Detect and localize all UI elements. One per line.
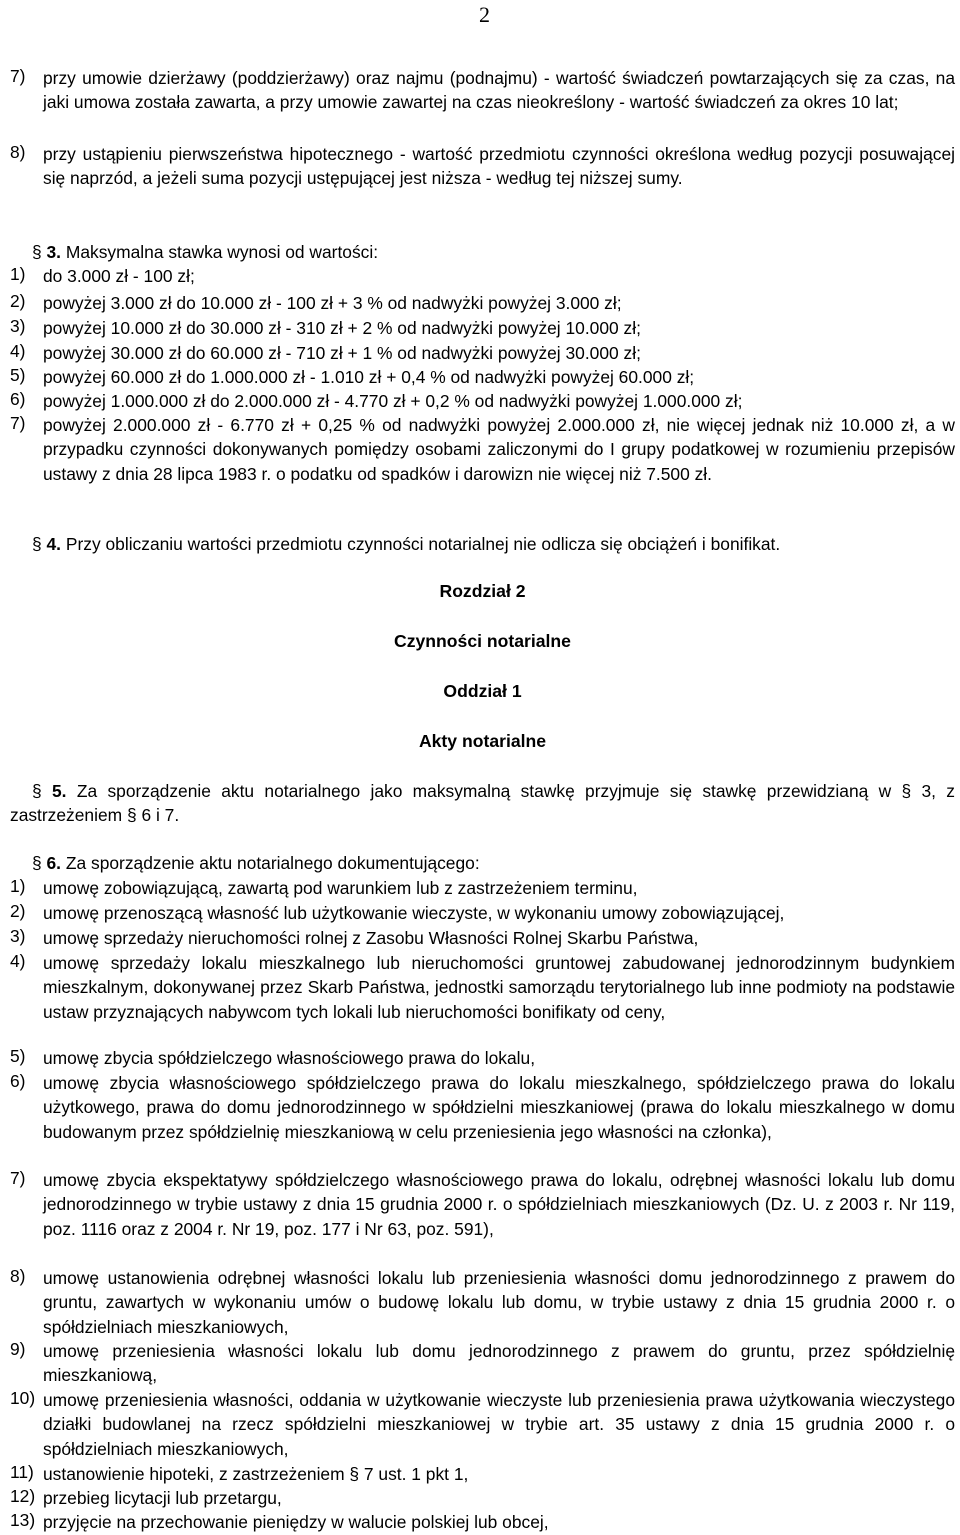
list-item [10,1486,955,1510]
section-number: 4. [46,534,62,554]
list-item [10,1266,955,1339]
division-title: Akty notarialne [418,731,547,751]
list-item [10,876,955,900]
item-number: 5) [10,1046,26,1066]
item-text: powyżej 10.000 zł do 30.000 zł - 310 zł + 2 % od nadwyżki powyżej 10.000 zł; [43,318,641,338]
item-text: umowę sprzedaży nieruchomości rolnej z Zasobu Własności Rolnej Skarbu Państwa, [43,928,699,948]
chapter-heading: Rozdział 2 [439,581,526,601]
list-item [10,341,955,365]
item-number: 7) [10,413,26,433]
item-text: przy umowie dzierżawy (poddzierżawy) oraz najmu (podnajmu) - wartość świadczeń powtarzających się za czas, na jaki umowa została zawarta, a przy umowie zawartej na czas nieokreślony - wartość świadczeń za okres 10 lat; [43,68,955,113]
list-item [10,413,955,486]
list-item [10,66,955,115]
item-text: umowę zbycia własnościowego spółdzielczego prawa do lokalu mieszkalnego, spółdzielczego prawa do lokalu użytkowego, prawa do domu jednorodzinnego w spółdzielni mieszkaniowej (prawa do lokalu mieszkalnego w domu budowanym przez spółdzielnię mieszkaniową w celu przeniesienia jego własności na członka), [43,1073,955,1142]
item-text: przyjęcie na przechowanie pieniędzy w walucie polskiej lub obcej, [43,1512,549,1532]
section-number: 6. [46,853,62,873]
item-text: umowę ustanowienia odrębnej własności lokalu lub przeniesienia własności domu jednorodzinnego z prawem do gruntu, zawartych w wykonaniu umów o budowę lokalu lub domu, w trybie ustawy z dnia 15 grudnia 2000 r. o spółdzielniach mieszkaniowych, [43,1268,955,1337]
chapter-title: Czynności notarialne [394,631,571,651]
item-text: ustanowienie hipoteki, z zastrzeżeniem § 7 ust. 1 pkt 1, [43,1464,469,1484]
item-text: umowę sprzedaży lokalu mieszkalnego lub nieruchomości gruntowej zabudowanej jednorodzinnym budynkiem mieszkalnym, dokonywanej przez Skarb Państwa, jednostki samorządu terytorialnego lub inne podmioty na podstawie ustaw przyznających nabywcom tych lokali lub nieruchomości bonifikaty od ceny, [43,953,955,1022]
list-item [10,901,955,925]
item-number: 6) [10,389,26,409]
division-heading: Oddział 1 [443,681,522,701]
item-number: 6) [10,1071,26,1091]
list-item [10,1388,955,1461]
list-item [10,316,955,340]
section-number: 3. [46,242,62,262]
item-text: powyżej 60.000 zł do 1.000.000 zł - 1.010 zł + 0,4 % od nadwyżki powyżej 60.000 zł; [43,367,695,387]
list-item [10,264,955,288]
item-number: 3) [10,316,26,336]
item-number: 7) [10,66,26,86]
item-text: umowę przeniesienia własności, oddania w użytkowanie wieczyste lub przeniesienia prawa użytkowania wieczystego działki budowlanej na rzecz spółdzielni mieszkaniowej w trybie art. 35 ustawy z dnia 15 grudnia 2000 r. o spółdzielniach mieszkaniowych, [43,1390,955,1459]
section-text: Za sporządzenie aktu notarialnego jako maksymalną stawkę przyjmuje się stawkę przewidzianą w § 3, z zastrzeżeniem § 6 i 7. [10,781,955,826]
item-number: 11) [10,1462,34,1482]
item-text: powyżej 3.000 zł do 10.000 zł - 100 zł + 3 % od nadwyżki powyżej 3.000 zł; [43,293,622,313]
list-item [10,1462,955,1486]
list-item [10,1339,955,1388]
section-5 [10,779,955,828]
list-item [10,1046,955,1070]
list-item [10,1168,955,1241]
list-item [10,1510,955,1534]
section-3-intro [10,240,955,264]
item-text: powyżej 30.000 zł do 60.000 zł - 710 zł + 1 % od nadwyżki powyżej 30.000 zł; [43,343,641,363]
list-item [10,365,955,389]
item-text: powyżej 1.000.000 zł do 2.000.000 zł - 4.770 zł + 0,2 % od nadwyżki powyżej 1.000.000 zł; [43,391,743,411]
item-number: 10) [10,1388,36,1408]
item-text: umowę zobowiązującą, zawartą pod warunkiem lub z zastrzeżeniem terminu, [43,878,638,898]
item-number: 8) [10,1266,26,1286]
section-4 [10,532,955,556]
item-text: umowę przenoszącą własność lub użytkowanie wieczyste, w wykonaniu umowy zobowiązującej, [43,903,785,923]
item-text: umowę zbycia ekspektatywy spółdzielczego własnościowego prawa do lokalu, odrębnej własności lokalu lub domu jednorodzinnego w trybie ustawy z dnia 15 grudnia 2000 r. o spółdzielniach mieszkaniowych (Dz. U. z 2003 r. Nr 119, poz. 1116 oraz z 2004 r. Nr 19, poz. 177 i Nr 63, poz. 591), [43,1170,955,1239]
item-number: 4) [10,341,26,361]
item-text: do 3.000 zł - 100 zł; [43,266,195,286]
item-number: 13) [10,1510,36,1530]
item-text: umowę przeniesienia własności lokalu lub domu jednorodzinnego z prawem do gruntu, przez spółdzielnię mieszkaniową, [43,1341,955,1386]
section-symbol: § [32,534,42,554]
item-number: 2) [10,291,26,311]
list-item [10,926,955,950]
item-text: umowę zbycia spółdzielczego własnościowego prawa do lokalu, [43,1048,536,1068]
section-text: Przy obliczaniu wartości przedmiotu czynności notarialnej nie odlicza się obciążeń i bonifikat. [65,534,781,554]
section-intro: Za sporządzenie aktu notarialnego dokumentującego: [65,853,480,873]
item-text: przy ustąpieniu pierwszeństwa hipotecznego - wartość przedmiotu czynności określona według pozycji posuwającej się naprzód, a jeżeli suma pozycji ustępującej jest niższa - według tej niższej sumy. [43,144,955,189]
section-number: 5. [52,781,67,801]
item-number: 9) [10,1339,26,1359]
item-text: przebieg licytacji lub przetargu, [43,1488,282,1508]
list-item [10,291,955,315]
item-number: 2) [10,901,26,921]
section-symbol: § [32,242,42,262]
item-text: powyżej 2.000.000 zł - 6.770 zł + 0,25 % od nadwyżki powyżej 2.000.000 zł, nie więcej jednak niż 10.000 zł, a w przypadku czynności dokonywanych pomiędzy osobami zaliczonymi do I grupy podatkowej w rozumieniu przepisów ustawy z dnia 28 lipca 1983 r. o podatku od spadków i darowizn nie więcej niż 7.500 zł. [43,415,955,484]
item-number: 5) [10,365,26,385]
item-number: 1) [10,876,26,896]
item-number: 3) [10,926,26,946]
list-item [10,1071,955,1144]
section-6-intro [10,851,955,875]
item-number: 4) [10,951,26,971]
list-item [10,142,955,191]
section-symbol: § [32,853,42,873]
item-number: 12) [10,1486,36,1506]
page-number: 2 [479,2,490,27]
list-item [10,951,955,1024]
section-symbol: § [32,781,42,801]
list-item [10,389,955,413]
section-intro: Maksymalna stawka wynosi od wartości: [65,242,379,262]
item-number: 7) [10,1168,26,1188]
item-number: 8) [10,142,26,162]
item-number: 1) [10,264,26,284]
